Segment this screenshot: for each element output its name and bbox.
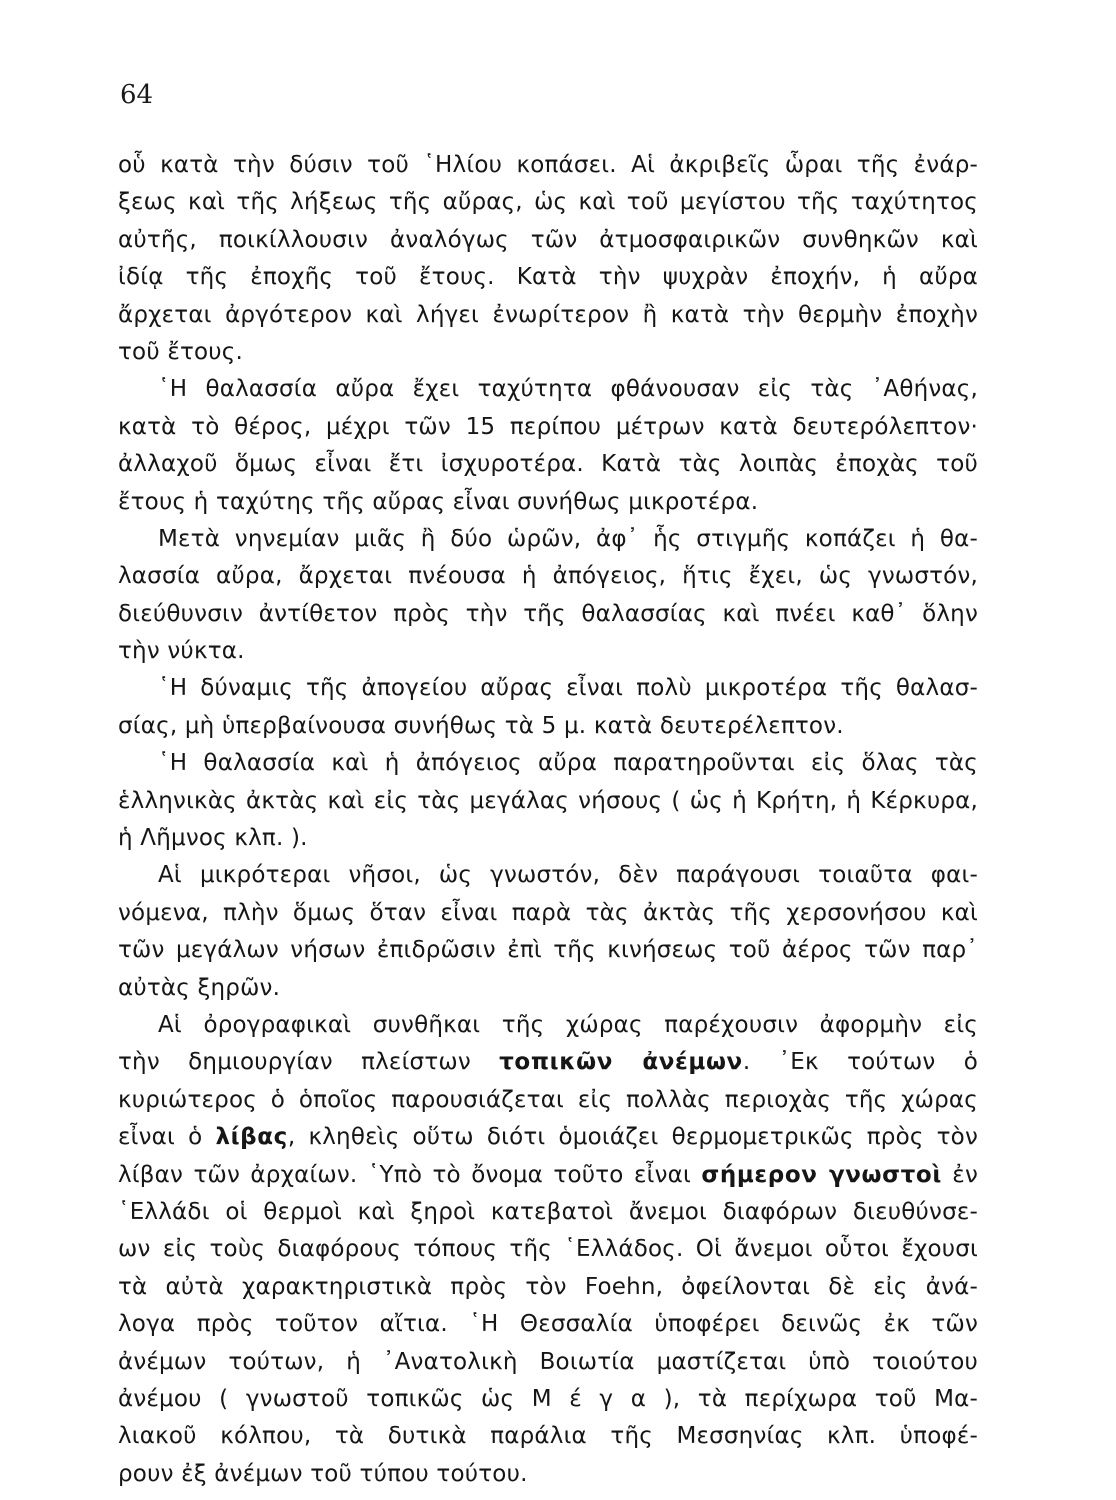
line-text: ἑλληνικὰς ἀκτὰς καὶ εἰς τὰς μεγάλας νήσους ( ὡς ἡ Κρήτη, ἡ Κέρκυρα,: [118, 787, 978, 814]
text-line: [118, 1007, 978, 1044]
line-text: ἡ Λῆμνος κλπ. ).: [118, 825, 308, 852]
line-text: τὰ αὐτὰ χαρακτηριστικὰ πρὸς τὸν Foehn, ὀφείλονται δὲ εἰς ἀνά-: [118, 1273, 978, 1300]
line-text-continued: . ᾿Εκ τούτων ὁ: [742, 1049, 978, 1076]
text-line: [118, 521, 978, 558]
line-text: ἀλλαχοῦ ὅμως εἶναι ἔτι ἰσχυροτέρα. Κατὰ τὰς λοιπὰς ἐποχὰς τοῦ: [118, 451, 978, 478]
line-text: ῾Η θαλασσία καὶ ἡ ἀπόγειος αὔρα παρατηροῦνται εἰς ὅλας τὰς: [158, 750, 978, 777]
bold-term: τοπικῶν ἀνέμων: [499, 1049, 743, 1076]
line-text: ἔτους ἡ ταχύτης τῆς αὔρας εἶναι συνήθως μικροτέρα.: [118, 488, 759, 515]
text-line: [118, 409, 978, 446]
text-line: [118, 334, 978, 371]
line-text: οὗ κατὰ τὴν δύσιν τοῦ ῾Ηλίου κοπάσει. Αἱ ἀκριβεῖς ὧραι τῆς ἐνάρ-: [118, 152, 978, 178]
text-line: [118, 1418, 978, 1455]
line-text: νόμενα, πλὴν ὅμως ὅταν εἶναι παρὰ τὰς ἀκτὰς τῆς χερσονήσου καὶ: [118, 899, 978, 926]
line-text: κατὰ τὸ θέρος, μέχρι τῶν 15 περίπου μέτρων κατὰ δευτερόλεπτον·: [118, 413, 978, 440]
line-text: αὐτὰς ξηρῶν.: [118, 974, 281, 1001]
text-line: [118, 783, 978, 820]
text-line: [118, 670, 978, 707]
line-text: Αἱ μικρότεραι νῆσοι, ὡς γνωστόν, δὲν παράγουσι τοιαῦτα φαι-: [158, 862, 978, 889]
text-line: [118, 484, 978, 521]
text-line: [118, 633, 978, 670]
text-line: [118, 184, 978, 221]
text-line: [118, 820, 978, 857]
text-line: [118, 259, 978, 296]
text-line: [118, 1044, 978, 1081]
text-line: [118, 1306, 978, 1343]
line-text-continued: , κληθεὶς οὕτω διότι ὁμοιάζει θερμομετρικῶς πρὸς τὸν: [287, 1124, 978, 1151]
line-text: ων εἰς τοὺς διαφόρους τόπους τῆς ῾Ελλάδος. Οἱ ἄνεμοι οὗτοι ἔχουσι: [118, 1236, 978, 1263]
line-text: ῾Η θαλασσία αὔρα ἔχει ταχύτητα φθάνουσαν εἰς τὰς ᾿Αθήνας,: [158, 376, 978, 403]
text-line: [118, 932, 978, 969]
line-text: κυριώτερος ὁ ὁποῖος παρουσιάζεται εἰς πολλὰς περιοχὰς τῆς χώρας: [118, 1086, 978, 1113]
text-line: [118, 1381, 978, 1418]
text-line: [118, 222, 978, 259]
line-text: Μετὰ νηνεμίαν μιᾶς ἢ δύο ὡρῶν, ἀφ᾿ ἧς στιγμῆς κοπάζει ἡ θα-: [158, 525, 978, 552]
text-line: [118, 371, 978, 408]
line-text: ρουν ἐξ ἀνέμων τοῦ τύπου τούτου.: [118, 1460, 528, 1487]
text-line: [118, 1344, 978, 1381]
line-text: ἀνέμου ( γνωστοῦ τοπικῶς ὡς Μ έ γ α ), τὰ περίχωρα τοῦ Μα-: [118, 1385, 978, 1412]
text-line: [118, 1231, 978, 1268]
text-line: [118, 1194, 978, 1231]
line-text: ῾Η δύναμις τῆς ἀπογείου αὔρας εἶναι πολὺ μικροτέρα τῆς θαλασ-: [158, 675, 978, 702]
text-line: [118, 708, 978, 745]
text-line: [118, 895, 978, 932]
line-text: αὐτῆς, ποικίλλουσιν ἀναλόγως τῶν ἀτμοσφαιρικῶν συνθηκῶν καὶ: [118, 226, 978, 253]
text-line: [118, 857, 978, 894]
line-text: εἶναι ὁ: [118, 1124, 216, 1151]
line-text: Αἱ ὀρογραφικαὶ συνθῆκαι τῆς χώρας παρέχουσιν ἀφορμὴν εἰς: [158, 1011, 978, 1038]
line-text: ἀνέμων τούτων, ἡ ᾿Ανατολικὴ Βοιωτία μαστίζεται ὑπὸ τοιούτου: [118, 1348, 978, 1375]
text-line: [118, 1269, 978, 1306]
text-line: [118, 1119, 978, 1156]
line-text: τὴν νύκτα.: [118, 638, 245, 665]
line-text: λίβαν τῶν ἀρχαίων. ῾Υπὸ τὸ ὄνομα τοῦτο εἶναι: [118, 1161, 702, 1188]
text-line: [118, 558, 978, 595]
line-text: λογα πρὸς τοῦτον αἴτια. ῾Η Θεσσαλία ὑποφέρει δεινῶς ἐκ τῶν: [118, 1311, 978, 1338]
text-line: [118, 1157, 978, 1194]
line-text: σίας, μὴ ὑπερβαίνουσα συνήθως τὰ 5 μ. κατὰ δευτερέλεπτον.: [118, 712, 844, 739]
line-text: ῾Ελλάδι οἱ θερμοὶ καὶ ξηροὶ κατεβατοὶ ἄνεμοι διαφόρων διευθύνσε-: [118, 1198, 978, 1225]
bold-term: λίβας: [215, 1124, 288, 1151]
text-line: [118, 297, 978, 334]
text-line: [118, 1456, 978, 1493]
line-text: ξεως καὶ τῆς λήξεως τῆς αὔρας, ὡς καὶ τοῦ μεγίστου τῆς ταχύτητος: [118, 189, 978, 216]
bold-term: σήμερον γνωστοὶ: [701, 1161, 942, 1188]
text-line: [118, 745, 978, 782]
line-text: τὴν δημιουργίαν πλείστων: [118, 1049, 500, 1076]
body-text: [118, 147, 978, 1493]
line-text: ἄρχεται ἀργότερον καὶ λήγει ἐνωρίτερον ἢ κατὰ τὴν θερμὴν ἐποχὴν: [118, 301, 978, 328]
line-text: τοῦ ἔτους.: [118, 338, 244, 365]
line-text: λιακοῦ κόλπου, τὰ δυτικὰ παράλια τῆς Μεσσηνίας κλπ. ὑποφέ-: [118, 1423, 978, 1450]
line-text: λασσία αὔρα, ἄρχεται πνέουσα ἡ ἀπόγειος, ἥτις ἔχει, ὡς γνωστόν,: [118, 563, 978, 590]
line-text: ἰδίᾳ τῆς ἐποχῆς τοῦ ἔτους. Κατὰ τὴν ψυχρὰν ἐποχήν, ἡ αὔρα: [118, 264, 978, 291]
text-line: [118, 446, 978, 483]
line-text: τῶν μεγάλων νήσων ἐπιδρῶσιν ἐπὶ τῆς κινήσεως τοῦ ἀέρος τῶν παρ᾿: [118, 937, 978, 964]
line-text-continued: ἐν: [941, 1161, 978, 1188]
page-number: 64: [120, 80, 154, 110]
text-line: [118, 1082, 978, 1119]
text-line: [118, 596, 978, 633]
line-text: διεύθυνσιν ἀντίθετον πρὸς τὴν τῆς θαλασσίας καὶ πνέει καθ᾿ ὅλην: [118, 600, 978, 627]
text-line: [118, 147, 978, 184]
text-line: [118, 970, 978, 1007]
